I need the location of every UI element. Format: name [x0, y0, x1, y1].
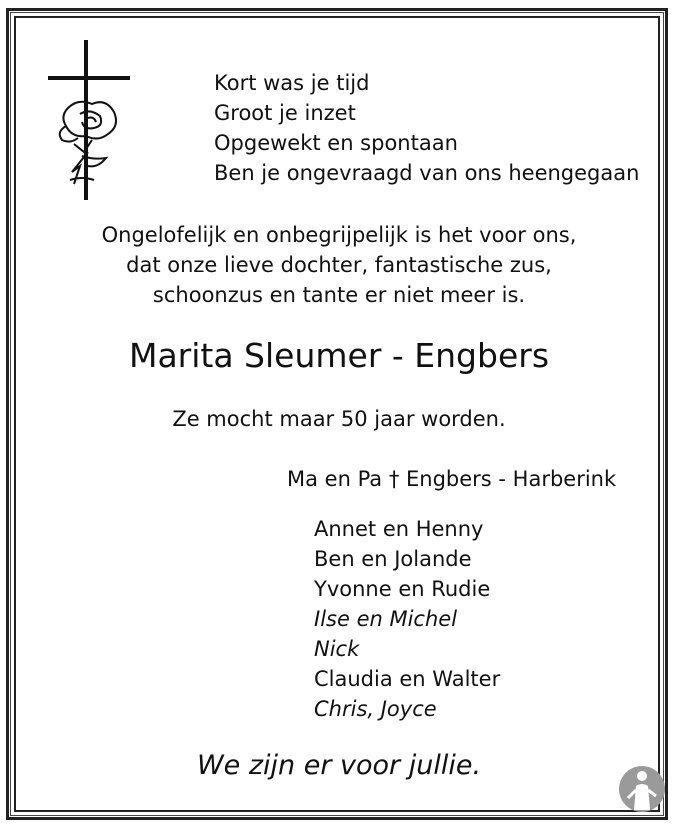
- poem-line: Ben je ongevraagd van ons heengegaan: [214, 161, 640, 185]
- poem-line: Groot je inzet: [214, 101, 356, 125]
- family-member: Chris, Joyce: [314, 697, 437, 721]
- deceased-name: Marita Sleumer - Engbers: [128, 336, 550, 375]
- poem: [214, 68, 639, 188]
- cross-with-rose-icon: [44, 40, 134, 209]
- family-member: Claudia en Walter: [314, 667, 501, 691]
- family-member: Annet en Henny: [314, 517, 484, 541]
- age-line: Ze mocht maar 50 jaar worden.: [172, 407, 506, 431]
- intro-line: dat onze lieve dochter, fantastische zus,: [126, 253, 552, 277]
- family-member: Ben en Jolande: [314, 547, 472, 571]
- memorial-figure-seal-icon: [618, 764, 666, 818]
- parents-line: Ma en Pa † Engbers - Harberink: [287, 467, 617, 491]
- family-member: Yvonne en Rudie: [314, 577, 491, 601]
- closing-line: We zijn er voor jullie.: [196, 750, 482, 781]
- intro-line: schoonzus en tante er niet meer is.: [152, 283, 526, 307]
- intro-text: [0, 220, 678, 310]
- poem-line: Opgewekt en spontaan: [214, 131, 458, 155]
- poem-line: Kort was je tijd: [214, 71, 370, 95]
- intro-line: Ongelofelijk en onbegrijpelijk is het voor ons,: [101, 223, 577, 247]
- family-member: Nick: [314, 637, 360, 661]
- family-member: Ilse en Michel: [314, 607, 458, 631]
- family-list: [314, 514, 500, 724]
